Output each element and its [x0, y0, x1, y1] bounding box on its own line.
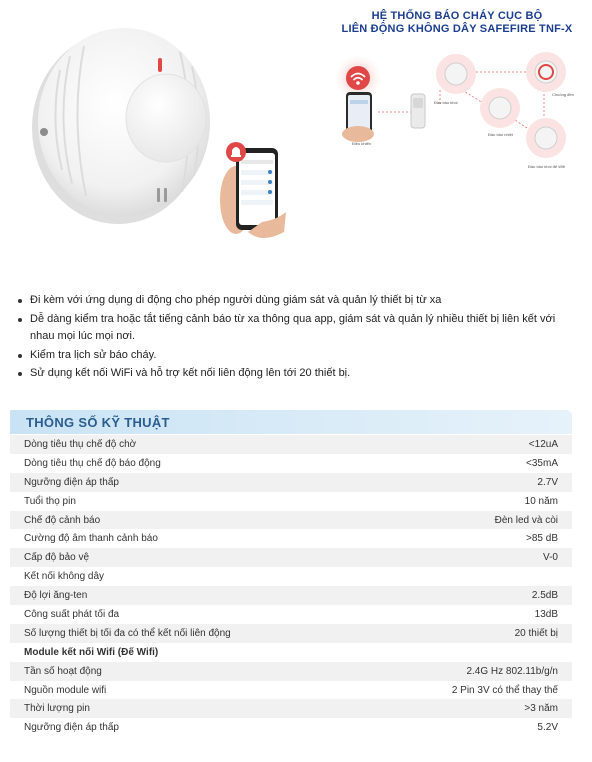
product-hero [0, 0, 592, 285]
spec-label: Dòng tiêu thụ chế độ báo động [24, 457, 161, 469]
phone-icon [220, 148, 286, 238]
feature-item: Kiểm tra lịch sử báo cháy. [14, 347, 580, 365]
spec-label: Cấp độ bảo vệ [10, 548, 368, 567]
spec-label: Tuổi thọ pin [24, 495, 76, 507]
spec-value: >3 năm [368, 699, 572, 718]
system-diagram [334, 52, 574, 169]
diagram-title-line1: HỆ THỐNG BÁO CHÁY CỤC BỘ [371, 10, 543, 22]
spec-label: Ngưỡng điện áp thấp [24, 722, 119, 734]
spec-value: 2 Pin 3V có thể thay thế [451, 684, 558, 696]
table-row [10, 662, 572, 681]
spec-value: <35mA [526, 457, 558, 469]
spec-value: 2.4G Hz 802.11b/g/n [368, 662, 572, 681]
feature-item: Đi kèm với ứng dụng di động cho phép người dùng giám sát và quản lý thiết bị từ xa [14, 292, 580, 310]
table-row [10, 699, 572, 718]
spec-label: Dòng tiêu thụ chế độ chờ [10, 435, 368, 454]
table-row [10, 492, 572, 511]
spec-value: Đèn led và còi [368, 511, 572, 530]
smoke-detector-icon [32, 28, 210, 224]
table-row [10, 529, 572, 548]
spec-label: Số lượng thiết bị tối đa có thể kết nối liên động [10, 624, 368, 643]
svg-text:Đầu báo nhiệt: Đầu báo nhiệt [488, 132, 513, 137]
spec-value: >85 dB [526, 533, 558, 545]
spec-value: <12uA [368, 435, 572, 454]
spec-value: 13dB [534, 608, 558, 620]
hero-illustration [0, 0, 592, 285]
table-row [10, 548, 572, 567]
svg-text:Điều khiển: Điều khiển [352, 141, 371, 146]
alarm-bell-icon [226, 142, 246, 162]
table-row [10, 718, 572, 737]
spec-value [368, 643, 572, 662]
table-row [10, 435, 572, 454]
spec-value: 5.2V [537, 722, 558, 734]
feature-item: Sử dụng kết nối WiFi và hỗ trợ kết nối liên động lên tới 20 thiết bị. [14, 365, 580, 383]
spec-value: 2.5dB [368, 586, 572, 605]
table-row [10, 624, 572, 643]
table-section-row [10, 643, 572, 662]
spec-table [10, 435, 572, 737]
spec-label: Thời lượng pin [10, 699, 368, 718]
spec-value: 20 thiết bị [368, 624, 572, 643]
spec-label: Nguồn module wifi [24, 684, 107, 696]
spec-label: Kết nối không dây [24, 571, 105, 583]
diagram-title [326, 10, 588, 36]
spec-label: Tần số hoạt động [10, 662, 368, 681]
diagram-title-line2: LIÊN ĐỘNG KHÔNG DÂY SAFEFIRE TNF-X [341, 23, 573, 35]
spec-label: Cường độ âm thanh cảnh báo [24, 533, 158, 545]
table-row [10, 586, 572, 605]
table-row [10, 567, 572, 586]
spec-value: 2.7V [368, 473, 572, 492]
spec-value: V-0 [368, 548, 572, 567]
svg-text:Chuông đèn: Chuông đèn [552, 92, 574, 97]
feature-item: Dễ dàng kiểm tra hoặc tắt tiếng cảnh báo từ xa thông qua app, giám sát và quản lý nhiều thiết bị liên kết với nhau mọi lúc mọi nơi. [14, 311, 580, 346]
spec-label: Công suất phát tối đa [24, 608, 120, 620]
table-row [10, 681, 572, 700]
svg-text:Đầu báo khói: Đầu báo khói [434, 100, 458, 105]
spec-label: Chế độ cảnh báo [10, 511, 368, 530]
table-row [10, 454, 572, 473]
spec-header [10, 410, 572, 434]
spec-label: Ngưỡng điện áp thấp [10, 473, 368, 492]
spec-value: 10 năm [524, 495, 558, 507]
table-row [10, 473, 572, 492]
table-row [10, 511, 572, 530]
spec-section-label: Module kết nối Wifi (Đế Wifi) [24, 646, 159, 658]
spec-title: THÔNG SỐ KỸ THUẬT [26, 415, 170, 430]
svg-text:Đầu báo khói đế Wifi: Đầu báo khói đế Wifi [528, 164, 565, 169]
table-row [10, 605, 572, 624]
feature-list [14, 292, 580, 384]
spec-label: Độ lợi ăng-ten [10, 586, 368, 605]
spec-value [368, 567, 572, 586]
